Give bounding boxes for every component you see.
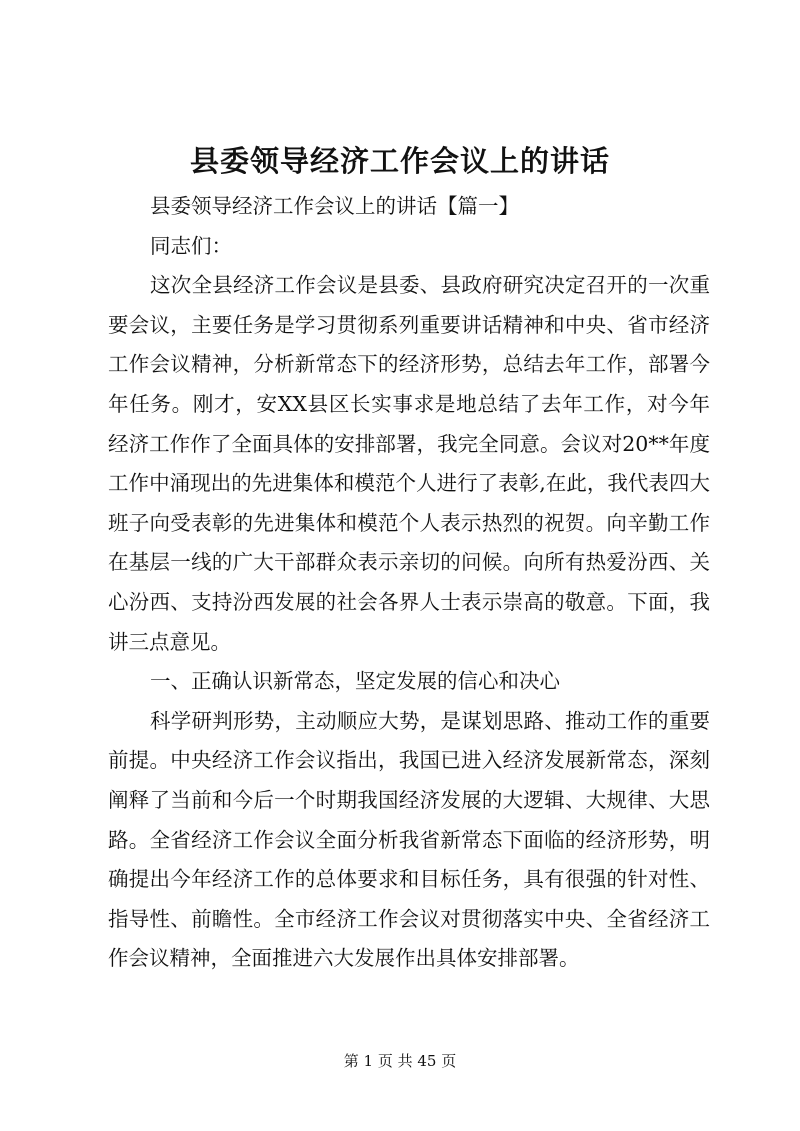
section-heading-one: 一、正确认识新常态，坚定发展的信心和决心 xyxy=(150,669,561,694)
paragraph-situation: 科学研判形势，主动顺应大势，是谋划思路、推动工作的重要前提。中央经济工作会议指出，我国已进入经济发展新常态，深刻阐释了当前和今后一个时期我国经济发展的大逻辑、大规律、大思路。全省经济工作会议全面分析我省新常态下面临的经济形势，明确提出今年经济工作的总体要求和目标任务，具有很强的针对性、指导性、前瞻性。全市经济工作会议对贯彻落实中央、全省经济工作会议精神，全面推进六大发展作出具体安排部署。 xyxy=(108,708,710,971)
document-body xyxy=(108,187,710,979)
document-title: 县委领导经济工作会议上的讲话 xyxy=(189,144,610,178)
section-heading-part-one: 县委领导经济工作会议上的讲话【篇一】 xyxy=(150,194,520,218)
salutation: 同志们： xyxy=(150,233,233,258)
paragraph-opening: 这次全县经济工作会议是县委、县政府研究决定召开的一次重要会议，主要任务是学习贯彻系列重要讲话精神和中央、省市经济工作会议精神，分析新常态下的经济形势，总结去年工作，部署今年任务。刚才，安XX县区长实事求是地总结了去年工作，对今年经济工作作了全面具体的安排部署，我完全同意。会议对20**年度工作中涌现出的先进集体和模范个人进行了表彰,在此，我代表四大班子向受表彰的先进集体和模范个人表示热烈的祝贺。向辛勤工作在基层一线的广大干部群众表示亲切的问候。向所有热爱汾西、关心汾西、支持汾西发展的社会各界人士表示崇高的敬意。下面，我讲三点意见。 xyxy=(108,273,710,654)
page-number-footer: 第 1 页 共 45 页 xyxy=(343,1052,457,1070)
